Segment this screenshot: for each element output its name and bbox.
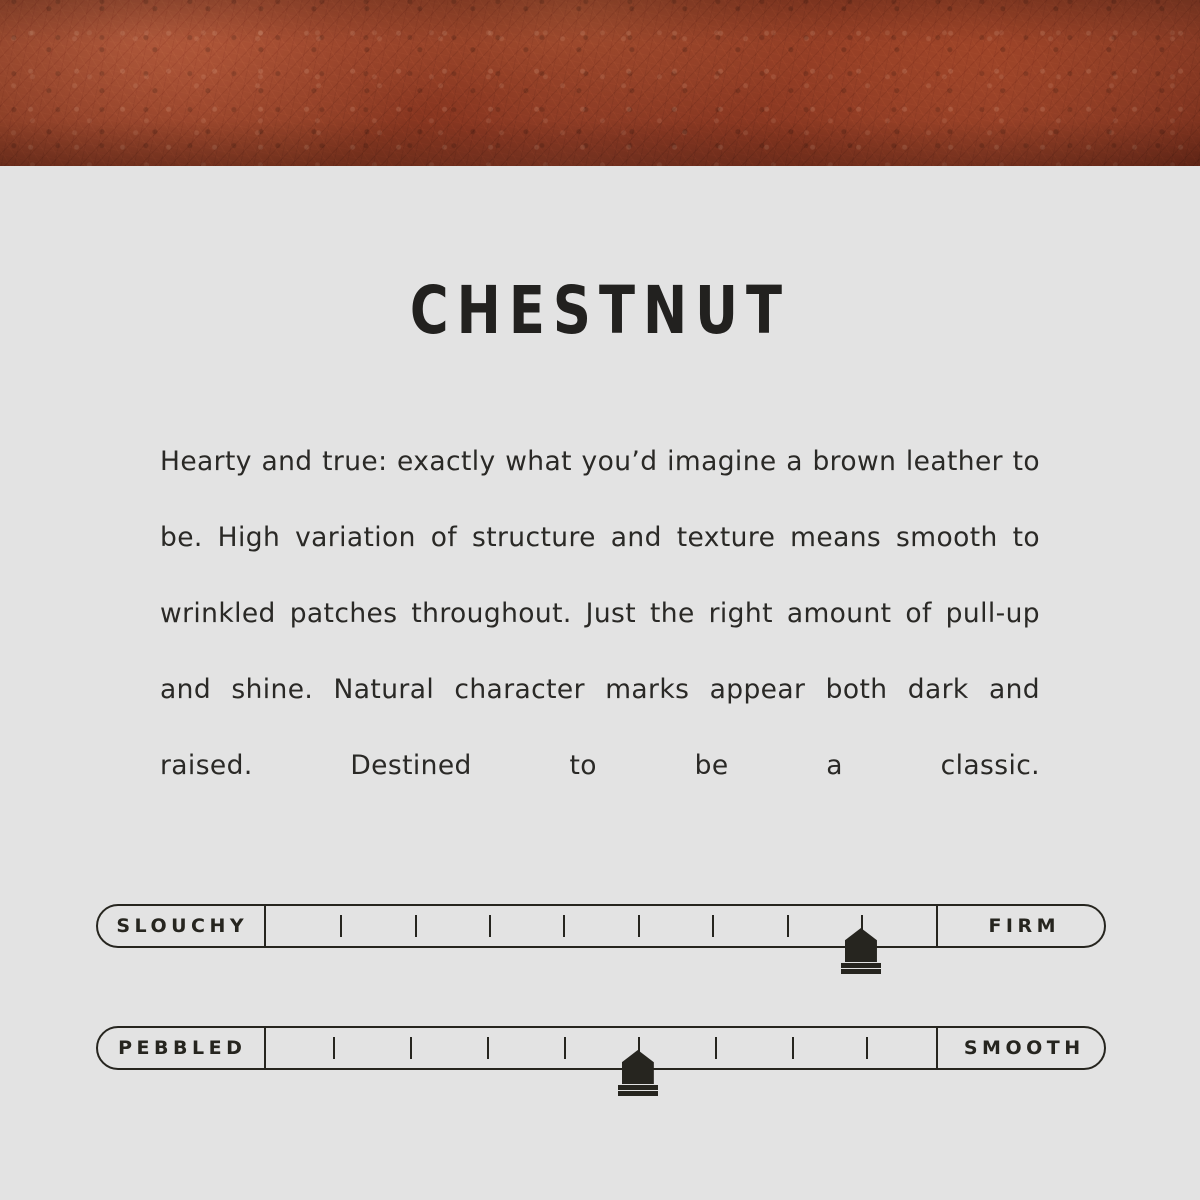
page-title: CHESTNUT [409, 272, 791, 349]
leather-vignette [0, 0, 1200, 166]
scale-ticks [266, 904, 936, 948]
marker-pin-icon [622, 1050, 654, 1084]
marker-bar-lower [618, 1091, 658, 1096]
scale-tick [866, 1037, 868, 1059]
scale-tick [340, 915, 342, 937]
leather-swatch-photo [0, 0, 1200, 166]
scale-tick [792, 1037, 794, 1059]
scale-tick [489, 915, 491, 937]
scale-label-left: PEBBLED [96, 1026, 266, 1070]
marker-bar-lower [841, 969, 881, 974]
scale-tick [787, 915, 789, 937]
scale-ticks [266, 1026, 936, 1070]
description-text: Hearty and true: exactly what you’d imagine a brown leather to be. High variation of structure and texture means smooth to wrinkled patches throughout. Just the right amount of pull-up and shine. Natural character marks appear both dark and raised. Destined to be a classic. [160, 446, 1040, 781]
scale-tick [715, 1037, 717, 1059]
scale-marker-texture[interactable] [618, 1040, 658, 1096]
scale-tick [487, 1037, 489, 1059]
scale-tick [333, 1037, 335, 1059]
scale-tick [410, 1037, 412, 1059]
scale-tick [415, 915, 417, 937]
marker-bar-upper [618, 1085, 658, 1090]
scale-label-right: SMOOTH [936, 1026, 1106, 1070]
scale-label-right: FIRM [936, 904, 1106, 948]
scale-tick [638, 915, 640, 937]
marker-pin-icon [845, 928, 877, 962]
scale-tick [712, 915, 714, 937]
marker-bar-upper [841, 963, 881, 968]
scale-tick [563, 915, 565, 937]
scale-marker-firmness[interactable] [841, 918, 881, 974]
scale-tick [564, 1037, 566, 1059]
scale-firmness [96, 904, 1106, 948]
scale-label-left: SLOUCHY [96, 904, 266, 948]
scale-texture [96, 1026, 1106, 1070]
